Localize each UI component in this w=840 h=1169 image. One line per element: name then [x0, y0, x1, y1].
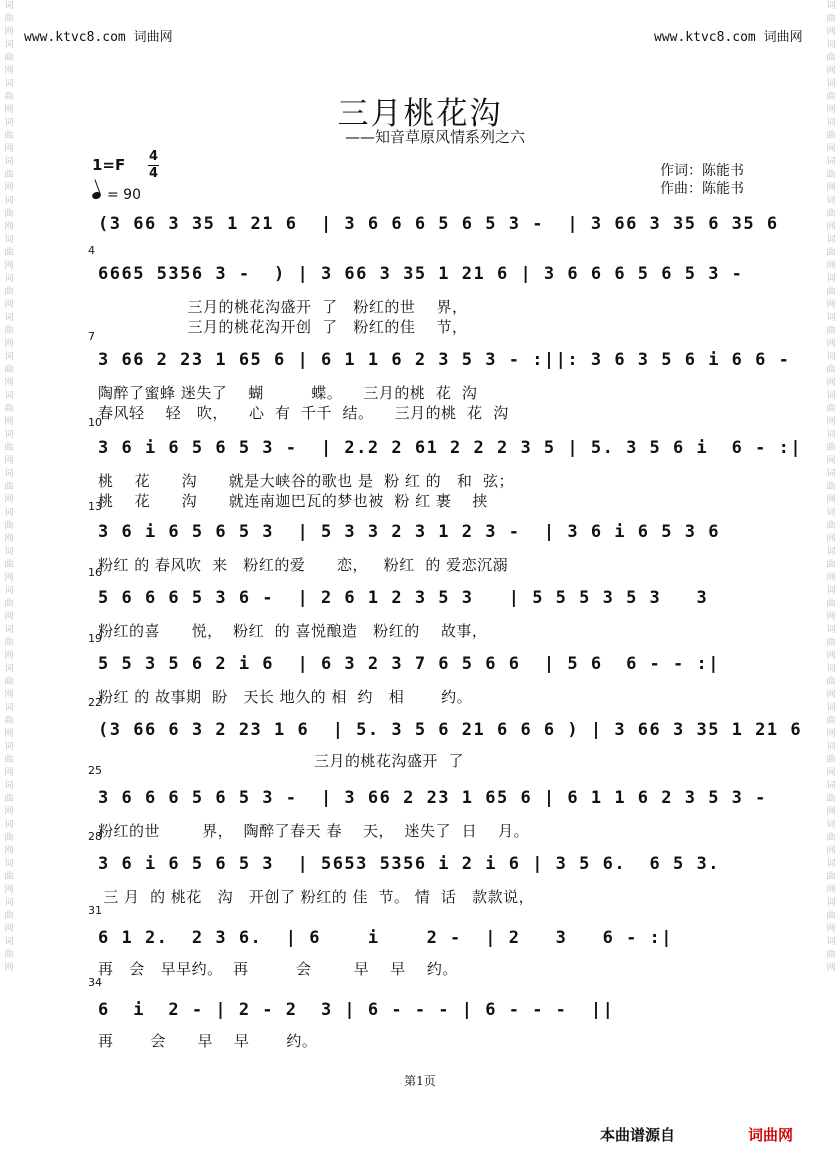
- song-subtitle: ——知音草原风情系列之六: [344, 128, 525, 146]
- notation-line: (3 66 3 35 1 21 6 | 3 6 6 6 5 6 5 3 - | 3 66 3 35 6 35 6: [98, 214, 779, 234]
- time-signature-top: 4: [148, 149, 159, 164]
- measure-number: 19: [88, 632, 102, 645]
- key-signature: 1=F: [92, 156, 126, 174]
- lyric-line: 三月的桃花沟开创 了 粉红的佳 节，: [98, 318, 468, 336]
- left-watermark: 词曲网词曲网词曲网词曲网词曲网词曲网词曲网词曲网词曲网词曲网词曲网词曲网词曲网词曲网词曲网词曲网词曲网词曲网词曲网词曲网词曲网词曲网词曲网词曲网词曲网: [4, 1, 14, 973]
- tempo-value: = 90: [107, 187, 141, 203]
- lyricist-credit: 作词：陈能书: [660, 163, 744, 179]
- header-left-site[interactable]: www.ktvc8.com 词曲网: [24, 30, 173, 45]
- measure-number: 22: [88, 696, 102, 709]
- notation-line: 3 6 i 6 5 6 5 3 | 5 3 3 2 3 1 2 3 - | 3 6 i 6 5 3 6: [98, 522, 720, 542]
- lyric-line: 三 月 的 桃花 沟 开创了 粉红的 佳 节。 情 话 款款说，: [98, 888, 535, 906]
- notation-line: 3 6 i 6 5 6 5 3 - | 2.2 2 61 2 2 2 3 5 | 5. 3 5 6 i 6 - :|: [98, 438, 803, 458]
- measure-number: 28: [88, 830, 102, 843]
- lyric-line: 再 会 早 早 约。: [98, 1032, 318, 1050]
- source-brand-link[interactable]: 词曲网: [748, 1126, 794, 1144]
- notation-line: 6 1 2. 2 3 6. | 6 i 2 - | 2 3 6 - :|: [98, 928, 674, 948]
- lyric-line: 桃 花 沟 就连南迦巴瓦的梦也被 粉 红 裹 挟: [98, 492, 488, 510]
- header-right-site[interactable]: www.ktvc8.com 词曲网: [654, 30, 803, 45]
- right-watermark: 词曲网词曲网词曲网词曲网词曲网词曲网词曲网词曲网词曲网词曲网词曲网词曲网词曲网词曲网词曲网词曲网词曲网词曲网词曲网词曲网词曲网词曲网词曲网词曲网词曲网: [826, 1, 836, 973]
- notation-line: 6 i 2 - | 2 - 2 3 | 6 - - - | 6 - - - ||: [98, 1000, 615, 1020]
- lyric-line: 粉红 的 故事期 盼 天长 地久的 相 约 相 约。: [98, 688, 473, 706]
- notation-line: 5 5 3 5 6 2 i 6 | 6 3 2 3 7 6 5 6 6 | 5 6 6 - - :|: [98, 654, 720, 674]
- measure-number: 7: [88, 330, 95, 343]
- song-title: 三月桃花沟: [337, 96, 503, 132]
- composer-credit: 作曲：陈能书: [660, 181, 744, 197]
- measure-number: 16: [88, 566, 102, 579]
- lyric-line: 三月的桃花沟盛开 了 粉红的世 界，: [98, 298, 468, 316]
- lyric-line: 粉红 的 春风吹 来 粉红的爱 恋， 粉红 的 爱恋沉溺: [98, 556, 509, 574]
- notation-line: 6665 5356 3 - ) | 3 66 3 35 1 21 6 | 3 6 6 6 5 6 5 3 -: [98, 264, 744, 284]
- notation-line: 5 6 6 6 5 3 6 - | 2 6 1 2 3 5 3 | 5 5 5 3 5 3 3: [98, 588, 709, 608]
- lyric-line: 粉红的喜 悦， 粉红 的 喜悦酿造 粉红的 故事，: [98, 622, 488, 640]
- lyric-line: 粉红的世 界， 陶醉了春天 春 天， 迷失了 日 月。: [98, 822, 530, 840]
- lyric-line: 陶醉了蜜蜂 迷失了 蝴 蝶。 三月的桃 花 沟: [98, 384, 478, 402]
- measure-number: 4: [88, 244, 95, 257]
- lyric-line: 桃 花 沟 就是大峡谷的歌也 是 粉 红 的 和 弦；: [98, 472, 514, 490]
- notation-line: 3 6 6 6 5 6 5 3 - | 3 66 2 23 1 65 6 | 6 1 1 6 2 3 5 3 -: [98, 788, 767, 808]
- time-signature: [148, 150, 159, 181]
- lyric-line: 春风轻 轻 吹， 心 有 千千 结。 三月的桃 花 沟: [98, 404, 509, 422]
- quarter-note-icon: [91, 191, 102, 201]
- notation-line: 3 66 2 23 1 65 6 | 6 1 1 6 2 3 5 3 - :||: 3 6 3 5 6 i 6 6 -: [98, 350, 791, 370]
- measure-number: 25: [88, 764, 102, 777]
- measure-number: 10: [88, 416, 102, 429]
- measure-number: 31: [88, 904, 102, 917]
- notation-line: 3 6 i 6 5 6 5 3 | 5653 5356 i 2 i 6 | 3 5 6. 6 5 3.: [98, 854, 720, 874]
- tempo-marking: [92, 187, 141, 203]
- notation-line: (3 66 6 3 2 23 1 6 | 5. 3 5 6 21 6 6 6 ) | 3 66 3 35 1 21 6: [98, 720, 803, 740]
- time-signature-bottom: 4: [148, 166, 159, 181]
- measure-number: 34: [88, 976, 102, 989]
- measure-number: 13: [88, 500, 102, 513]
- source-label: 本曲谱源自: [600, 1126, 676, 1144]
- lyric-line: 再 会 早早约。 再 会 早 早 约。: [98, 960, 458, 978]
- lyric-line: 三月的桃花沟盛开 了: [98, 752, 465, 770]
- page-number: 第1页: [404, 1074, 436, 1088]
